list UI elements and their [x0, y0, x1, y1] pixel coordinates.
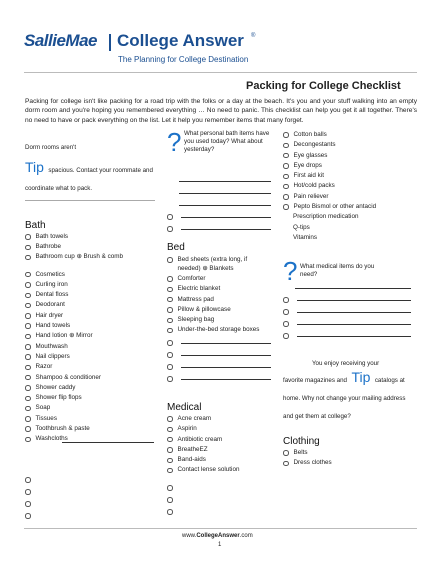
tagline: The Planning for College Destination: [118, 55, 249, 64]
page-title: Packing for College Checklist: [246, 80, 401, 92]
blank-row[interactable]: [167, 349, 271, 361]
medical-heading: Medical: [167, 402, 202, 413]
medical-blank-lines: [167, 482, 178, 518]
list-item[interactable]: Cosmetics: [25, 270, 160, 280]
list-item[interactable]: Eye glasses: [283, 151, 423, 161]
checkbox-icon: [167, 307, 173, 313]
checkbox-icon: [167, 437, 173, 443]
blank-row[interactable]: [283, 306, 411, 318]
blank-row[interactable]: [25, 498, 36, 510]
checkbox-icon: [167, 287, 173, 293]
checkbox-icon: [25, 406, 31, 412]
list-item[interactable]: First aid kit: [283, 171, 423, 181]
dorm-tip-rule: [25, 200, 155, 201]
list-item[interactable]: Bathrobe: [25, 242, 160, 252]
checkbox-icon: [25, 282, 31, 288]
header-rule: [24, 72, 417, 73]
list-item[interactable]: Pain reliever: [283, 192, 423, 202]
checkbox-icon: [167, 257, 173, 263]
blank-row[interactable]: [167, 494, 178, 506]
checkbox-icon: [167, 509, 173, 515]
bed-blank-lines: [167, 337, 271, 385]
checkbox-icon: [167, 214, 173, 220]
checkbox-icon: [283, 174, 289, 180]
magazine-tip: [283, 369, 413, 423]
checkbox-icon: [25, 426, 31, 432]
checkbox-icon: [25, 365, 31, 371]
magazine-tip-lead: You enjoy receiving your: [312, 360, 380, 367]
checkbox-icon: [25, 293, 31, 299]
checkbox-icon: [283, 297, 289, 303]
list-item[interactable]: Band-aids: [167, 455, 271, 465]
checkbox-icon: [25, 437, 31, 443]
checkbox-icon: [167, 416, 173, 422]
list-item[interactable]: BreatheEZ: [167, 445, 271, 455]
blank-row[interactable]: [283, 294, 411, 306]
list-item[interactable]: Bed sheets (extra long, if needed) ⊕ Blankets: [167, 255, 271, 274]
clothing-list: [283, 448, 413, 469]
blank-row[interactable]: [283, 330, 411, 342]
list-item[interactable]: Hand towels: [25, 321, 160, 331]
list-item[interactable]: Razor: [25, 362, 160, 372]
clothing-heading: Clothing: [283, 436, 320, 447]
list-item[interactable]: Belts: [283, 448, 413, 458]
blank-row[interactable]: [167, 223, 271, 235]
blank-row[interactable]: [25, 474, 36, 486]
bath-blank-lines: [25, 474, 36, 522]
magazine-tip-text-b: catalogs at home. Why not change your mailing address and get them at college?: [283, 377, 406, 420]
trademark-mark: ®: [251, 33, 256, 39]
list-item[interactable]: Contact lense solution: [167, 465, 271, 475]
checkbox-icon: [167, 427, 173, 433]
list-item[interactable]: Electric blanket: [167, 284, 271, 294]
checkbox-icon: [283, 184, 289, 190]
checkbox-icon: [25, 385, 31, 391]
checkbox-icon: [167, 276, 173, 282]
checkbox-icon: [167, 340, 173, 346]
list-item[interactable]: Dress clothes: [283, 458, 413, 468]
list-item[interactable]: Bath towels: [25, 232, 160, 242]
list-item[interactable]: Pillow & pillowcase: [167, 305, 271, 315]
checkbox-icon: [283, 143, 289, 149]
tip-label: Tip: [351, 369, 371, 385]
checkbox-icon: [283, 309, 289, 315]
college-answer-logo: College Answer: [117, 31, 244, 50]
list-item[interactable]: Shower flip flops: [25, 393, 160, 403]
list-item[interactable]: Hot/cold packs: [283, 181, 423, 191]
checkbox-icon: [25, 501, 31, 507]
list-item[interactable]: Under-the-bed storage boxes: [167, 325, 271, 335]
bath-question: What personal bath items have you used today? What about yesterday?: [184, 130, 270, 153]
list-item[interactable]: Toothbrush & paste: [25, 424, 160, 434]
checkbox-icon: [167, 376, 173, 382]
list-item[interactable]: Tissues: [25, 414, 160, 424]
tip-label: Tip: [25, 159, 44, 175]
list-item[interactable]: Deodorant: [25, 300, 160, 310]
list-item[interactable]: Sleeping bag: [167, 315, 271, 325]
list-item[interactable]: Curling iron: [25, 280, 160, 290]
list-item: Vitamins: [293, 233, 318, 241]
checkbox-icon: [283, 321, 289, 327]
logo-divider: [109, 34, 111, 51]
write-in-line[interactable]: [62, 442, 154, 443]
blank-row[interactable]: [167, 337, 271, 349]
checkbox-icon: [283, 461, 289, 467]
checkbox-icon: [25, 245, 31, 251]
checkbox-icon: [25, 234, 31, 240]
salliemae-logo: SallieMae: [24, 31, 97, 50]
intro-paragraph: Packing for college isn't like packing for a road trip with the folks or a day at the beach. It's you and your stuff walking into an empty dorm room and you're hoping you remembered everything … No need to panic. This checklist can help you get it all together. There's no need to have or pack everything on the list. Let it help you remember items that many forget.: [25, 98, 417, 124]
checkbox-icon: [25, 313, 31, 319]
blank-row[interactable]: [167, 199, 271, 211]
checkbox-icon: [167, 468, 173, 474]
checkbox-icon: [283, 163, 289, 169]
checkbox-icon: [25, 513, 31, 519]
checkbox-icon: [283, 450, 289, 456]
checkbox-icon: [167, 328, 173, 334]
checkbox-icon: [25, 477, 31, 483]
checkbox-icon: [167, 297, 173, 303]
list-item[interactable]: Soap: [25, 403, 160, 413]
blank-row[interactable]: [167, 373, 271, 385]
blank-row[interactable]: [167, 187, 271, 199]
bed-heading: Bed: [167, 242, 185, 253]
bath-heading: Bath: [25, 220, 46, 231]
list-item[interactable]: Hand lotion ⊕ Mirror: [25, 331, 160, 341]
blank-row[interactable]: [167, 175, 271, 187]
list-item[interactable]: Antibiotic cream: [167, 435, 271, 445]
checkbox-icon: [25, 303, 31, 309]
list-item[interactable]: Dental floss: [25, 290, 160, 300]
list-item[interactable]: Comforter: [167, 274, 271, 284]
list-item[interactable]: Nail clippers: [25, 352, 160, 362]
page-number: 1: [218, 542, 222, 548]
checkbox-icon: [283, 333, 289, 339]
checkbox-icon: [167, 485, 173, 491]
list-item[interactable]: Acne cream: [167, 414, 271, 424]
list-item[interactable]: Mouthwash: [25, 342, 160, 352]
list-item[interactable]: Eye drops: [283, 161, 423, 171]
dorm-tip-lead: Dorm rooms aren't: [25, 144, 77, 151]
list-item[interactable]: Hair dryer: [25, 311, 160, 321]
checkbox-icon: [283, 194, 289, 200]
med-question-lines: [283, 282, 411, 342]
list-item: Q-tips: [293, 223, 310, 231]
checkbox-icon: [167, 226, 173, 232]
checkbox-icon: [283, 132, 289, 138]
checkbox-icon: [283, 204, 289, 210]
checkbox-icon: [167, 352, 173, 358]
dorm-tip: [25, 159, 158, 195]
checkbox-icon: [25, 416, 31, 422]
blank-row[interactable]: [167, 506, 178, 518]
list-item[interactable]: Aspirin: [167, 424, 271, 434]
checkbox-icon: [167, 447, 173, 453]
list-item[interactable]: Pepto Bismol or other antacid: [283, 202, 423, 212]
list-item[interactable]: Shower caddy: [25, 383, 160, 393]
checkbox-icon: [25, 255, 31, 261]
checkbox-icon: [167, 318, 173, 324]
bath-question-lines: [167, 175, 271, 235]
list-item[interactable]: Bathroom cup ⊕ Brush & comb: [25, 253, 160, 270]
checkbox-icon: [25, 272, 31, 278]
blank-row[interactable]: [25, 486, 36, 498]
question-mark-icon: ?: [283, 256, 298, 286]
blank-row[interactable]: [25, 510, 36, 522]
blank-row[interactable]: [283, 318, 411, 330]
medical-question: What medical items do you need?: [300, 263, 375, 278]
question-mark-icon: ?: [167, 127, 182, 157]
list-item[interactable]: Cotton balls: [283, 130, 423, 140]
blank-row[interactable]: [167, 482, 178, 494]
checkbox-icon: [25, 375, 31, 381]
meds-list: [283, 130, 423, 243]
medical-list: [167, 414, 271, 476]
footer-url[interactable]: www.CollegeAnswer.com: [182, 533, 253, 539]
list-item: Prescription medication: [293, 213, 359, 221]
checkbox-icon: [167, 458, 173, 464]
bed-list: [167, 255, 271, 336]
checkbox-icon: [283, 153, 289, 159]
footer-rule: [24, 528, 417, 529]
dorm-tip-text: spacious. Contact your roommate and coordinate what to pack.: [25, 167, 153, 192]
checkbox-icon: [167, 364, 173, 370]
blank-row[interactable]: [167, 361, 271, 373]
magazine-tip-text-a: favorite magazines and: [283, 377, 347, 384]
blank-row[interactable]: [283, 282, 411, 294]
checkbox-icon: [25, 396, 31, 402]
checkbox-icon: [25, 354, 31, 360]
bath-list: [25, 232, 160, 445]
checkbox-icon: [25, 489, 31, 495]
checkbox-icon: [25, 344, 31, 350]
list-item[interactable]: Mattress pad: [167, 295, 271, 305]
checkbox-icon: [25, 323, 31, 329]
checkbox-icon: [25, 334, 31, 340]
list-item[interactable]: Decongestants: [283, 140, 423, 150]
list-item[interactable]: Washcloths: [25, 434, 160, 444]
blank-row[interactable]: [167, 211, 271, 223]
checkbox-icon: [167, 497, 173, 503]
list-item[interactable]: Shampoo & conditioner: [25, 373, 160, 383]
